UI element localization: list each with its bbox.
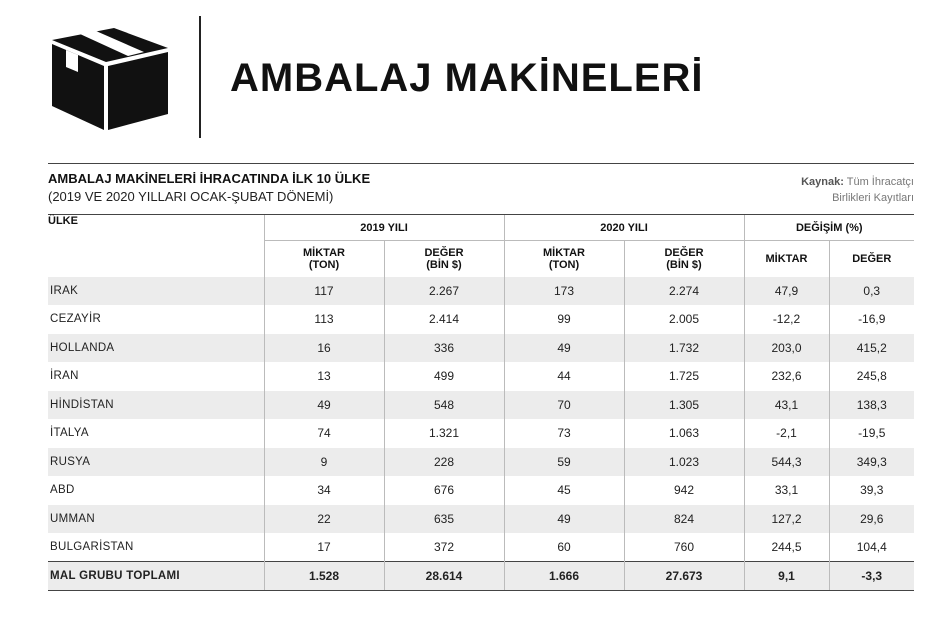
cell-deger-2019: 336 xyxy=(384,334,504,363)
cell-miktar-2020: 49 xyxy=(504,334,624,363)
col-header-change-miktar: MİKTAR xyxy=(744,241,829,277)
cell-change-deger: 29,6 xyxy=(829,505,914,534)
cell-deger-2019: 499 xyxy=(384,362,504,391)
cell-change-deger: 104,4 xyxy=(829,533,914,562)
cell-miktar-2020: 44 xyxy=(504,362,624,391)
cell-change-deger: 349,3 xyxy=(829,448,914,477)
cell-miktar-2019: 17 xyxy=(264,533,384,562)
cell-deger-2020: 2.005 xyxy=(624,305,744,334)
cell-change-miktar: 47,9 xyxy=(744,277,829,306)
cell-change-miktar: 9,1 xyxy=(744,562,829,591)
cell-deger-2020: 27.673 xyxy=(624,562,744,591)
cell-change-deger: -3,3 xyxy=(829,562,914,591)
cell-deger-2020: 1.732 xyxy=(624,334,744,363)
cell-change-miktar: -12,2 xyxy=(744,305,829,334)
source-note xyxy=(801,174,914,206)
cell-deger-2019: 28.614 xyxy=(384,562,504,591)
source-line-1: Tüm İhracatçı xyxy=(846,176,914,188)
source-label: Kaynak: xyxy=(801,176,844,188)
table-row xyxy=(48,419,914,448)
cell-deger-2019: 372 xyxy=(384,533,504,562)
col-header-miktar-2019: MİKTAR (TON) xyxy=(264,241,384,277)
cell-deger-2019: 2.414 xyxy=(384,305,504,334)
source-line-2: Birlikleri Kayıtları xyxy=(832,192,914,204)
cell-miktar-2019: 74 xyxy=(264,419,384,448)
cell-country: HİNDİSTAN xyxy=(48,391,264,420)
cell-miktar-2020: 49 xyxy=(504,505,624,534)
table-row xyxy=(48,533,914,562)
cell-country: UMMAN xyxy=(48,505,264,534)
cell-miktar-2019: 49 xyxy=(264,391,384,420)
cell-miktar-2020: 173 xyxy=(504,277,624,306)
cell-miktar-2019: 1.528 xyxy=(264,562,384,591)
cell-change-miktar: 33,1 xyxy=(744,476,829,505)
cell-country: MAL GRUBU TOPLAMI xyxy=(48,562,264,591)
cell-miktar-2020: 59 xyxy=(504,448,624,477)
table-subtitle: (2019 VE 2020 YILLARI OCAK-ŞUBAT DÖNEMİ) xyxy=(48,189,334,204)
cell-change-deger: -16,9 xyxy=(829,305,914,334)
export-table xyxy=(48,214,914,591)
cell-miktar-2019: 13 xyxy=(264,362,384,391)
cell-deger-2020: 760 xyxy=(624,533,744,562)
cell-country: İTALYA xyxy=(50,427,89,440)
table-row xyxy=(48,362,914,391)
cell-deger-2020: 2.274 xyxy=(624,277,744,306)
cell-miktar-2019: 9 xyxy=(264,448,384,477)
cell-deger-2019: 2.267 xyxy=(384,277,504,306)
cell-deger-2019: 1.321 xyxy=(384,419,504,448)
cell-deger-2020: 1.063 xyxy=(624,419,744,448)
cell-deger-2019: 635 xyxy=(384,505,504,534)
cell-country: HOLLANDA xyxy=(48,334,264,363)
cell-change-miktar: 127,2 xyxy=(744,505,829,534)
cell-change-deger: 138,3 xyxy=(829,391,914,420)
cell-country: ABD xyxy=(50,484,75,497)
table-row xyxy=(48,476,914,505)
cell-deger-2019: 548 xyxy=(384,391,504,420)
page-title: AMBALAJ MAKİNELERİ xyxy=(230,56,704,100)
cell-miktar-2020: 45 xyxy=(504,476,624,505)
col-header-change-deger: DEĞER xyxy=(829,241,914,277)
cell-miktar-2020: 73 xyxy=(504,419,624,448)
cell-miktar-2020: 99 xyxy=(504,305,624,334)
cell-deger-2020: 1.725 xyxy=(624,362,744,391)
cell-miktar-2020: 70 xyxy=(504,391,624,420)
group-header-2019: 2019 YILI xyxy=(264,215,504,241)
cell-country: IRAK xyxy=(48,277,264,306)
cell-deger-2020: 1.023 xyxy=(624,448,744,477)
cell-miktar-2019: 117 xyxy=(264,277,384,306)
col-header-deger-2019: DEĞER (BİN $) xyxy=(384,241,504,277)
cell-change-miktar: -2,1 xyxy=(744,419,829,448)
cell-deger-2019: 228 xyxy=(384,448,504,477)
table-row xyxy=(48,277,914,306)
col-header-deger-2020: DEĞER (BİN $) xyxy=(624,241,744,277)
total-row xyxy=(48,562,914,591)
cell-miktar-2019: 113 xyxy=(264,305,384,334)
country-column-header: ÜLKE xyxy=(48,215,264,277)
cell-change-deger: 39,3 xyxy=(829,476,914,505)
table-title: AMBALAJ MAKİNELERİ İHRACATINDA İLK 10 ÜLKE xyxy=(48,171,371,186)
cell-miktar-2019: 16 xyxy=(264,334,384,363)
table-row xyxy=(48,448,914,477)
table-row xyxy=(48,391,914,420)
cell-deger-2020: 942 xyxy=(624,476,744,505)
cell-change-miktar: 203,0 xyxy=(744,334,829,363)
table-top-rule xyxy=(48,163,914,164)
cell-change-miktar: 232,6 xyxy=(744,362,829,391)
table-row xyxy=(48,505,914,534)
group-header-2020: 2020 YILI xyxy=(504,215,744,241)
cell-miktar-2019: 22 xyxy=(264,505,384,534)
cell-change-miktar: 43,1 xyxy=(744,391,829,420)
cell-change-deger: 0,3 xyxy=(829,277,914,306)
cell-country: CEZAYİR xyxy=(50,313,102,326)
cell-deger-2020: 1.305 xyxy=(624,391,744,420)
table-row xyxy=(48,305,914,334)
cell-change-miktar: 244,5 xyxy=(744,533,829,562)
col-header-miktar-2020: MİKTAR (TON) xyxy=(504,241,624,277)
cell-miktar-2020: 60 xyxy=(504,533,624,562)
table-row xyxy=(48,334,914,363)
cell-miktar-2020: 1.666 xyxy=(504,562,624,591)
cell-deger-2019: 676 xyxy=(384,476,504,505)
cell-change-miktar: 544,3 xyxy=(744,448,829,477)
package-box-icon xyxy=(48,26,172,132)
cell-change-deger: -19,5 xyxy=(829,419,914,448)
cell-change-deger: 415,2 xyxy=(829,334,914,363)
cell-change-deger: 245,8 xyxy=(829,362,914,391)
cell-country: BULGARİSTAN xyxy=(50,541,134,553)
cell-deger-2020: 824 xyxy=(624,505,744,534)
cell-miktar-2019: 34 xyxy=(264,476,384,505)
cell-country: RUSYA xyxy=(48,448,264,477)
header-divider xyxy=(199,16,201,138)
cell-country: İRAN xyxy=(50,370,79,383)
group-header-change: DEĞİŞİM (%) xyxy=(744,215,914,241)
